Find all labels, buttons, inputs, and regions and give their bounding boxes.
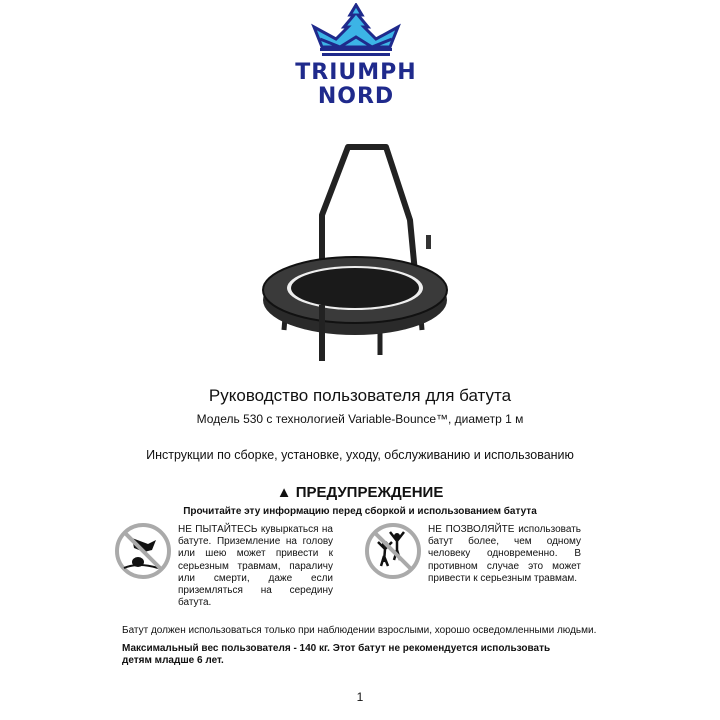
warning-one-person-text: НЕ ПОЗВОЛЯЙТЕ использовать батут более, чем одному человеку одновременно. В противном случае это может привести к серьезным травмам.	[428, 524, 581, 584]
warning-heading: ▲ ПРЕДУПРЕЖДЕНИЕ	[276, 484, 444, 501]
warning-triangle-icon: ▲	[276, 484, 292, 501]
instructions-line: Инструкции по сборке, установке, уходу, обслуживанию и использованию	[146, 448, 574, 462]
document-subtitle: Модель 530 с технологией Variable-Bounce™, диаметр 1 м	[196, 412, 524, 426]
one-person-only-icon	[364, 522, 422, 580]
no-flips-icon	[114, 522, 172, 580]
logo-text-nord: NORD	[317, 84, 395, 109]
warning-no-flips-text: НЕ ПЫТАЙТЕСЬ кувыркаться на батуте. Приземление на голову или шею может привести к серьезным травмам, параличу или смерти, даже если приземляться на середину батута.	[178, 524, 333, 609]
page-number: 1	[356, 690, 364, 704]
supervision-note: Батут должен использоваться только при наблюдении взрослыми, хорошо осведомленными людьми.	[122, 625, 597, 636]
max-weight-note: Максимальный вес пользователя - 140 кг. Этот батут не рекомендуется использовать детям младше 6 лет.	[122, 643, 551, 666]
logo-text-triumph: TRIUMPH	[295, 60, 417, 85]
warning-subheading: Прочитайте эту информацию перед сборкой и использованием батута	[183, 506, 537, 517]
trampoline-image	[250, 125, 460, 370]
document-title: Руководство пользователя для батута	[208, 386, 512, 405]
logo-crown-icon	[310, 3, 402, 59]
